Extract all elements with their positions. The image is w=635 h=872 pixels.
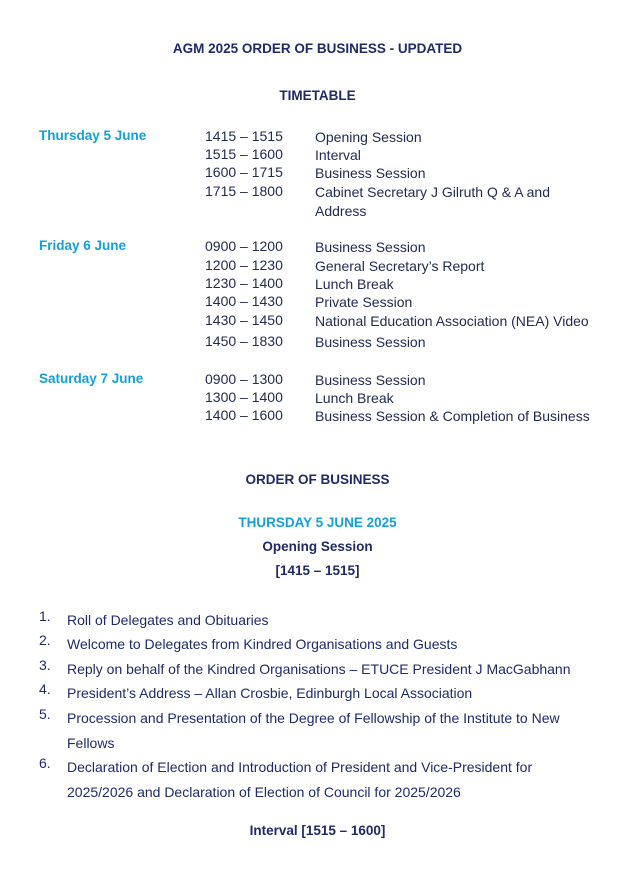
timetable-time: 1230 – 1400: [205, 275, 283, 291]
list-item-number: 3.: [39, 657, 51, 673]
interval-label: Interval [1515 – 1600]: [249, 823, 386, 838]
timetable-time: 1400 – 1600: [205, 407, 283, 423]
timetable-time: 0900 – 1300: [205, 371, 283, 387]
timetable-desc: Opening Session: [315, 129, 422, 145]
list-item-number: 1.: [39, 608, 51, 624]
list-item-text: Procession and Presentation of the Degree of Fellowship of the Institute to New Fellows: [67, 710, 560, 751]
timetable-day-thursday: Thursday 5 June: [39, 128, 147, 143]
list-item-text: Declaration of Election and Introduction of President and Vice-President for 2025/2026 and Declaration of Election of Council for 2025/2026: [67, 759, 533, 800]
list-item-number: 6.: [39, 755, 51, 771]
order-heading: ORDER OF BUSINESS: [245, 472, 390, 487]
timetable-time: 1300 – 1400: [205, 389, 283, 405]
timetable-desc: Private Session: [315, 294, 413, 310]
timetable-desc: Cabinet Secretary J Gilruth Q & A and Address: [315, 184, 551, 219]
list-item-text: Roll of Delegates and Obituaries: [67, 612, 269, 628]
timetable-time: 0900 – 1200: [205, 238, 283, 254]
timetable-time: 1715 – 1800: [205, 183, 283, 199]
timetable-desc: Business Session: [315, 334, 426, 350]
timetable-time: 1515 – 1600: [205, 146, 283, 162]
list-item-text: President’s Address – Allan Crosbie, Edinburgh Local Association: [67, 685, 473, 701]
document-title: AGM 2025 ORDER OF BUSINESS - UPDATED: [172, 41, 463, 56]
timetable-desc: National Education Association (NEA) Video: [315, 313, 589, 329]
timetable-desc: Business Session: [315, 165, 426, 181]
list-item-number: 2.: [39, 632, 51, 648]
order-session: Opening Session: [262, 539, 373, 554]
timetable-time: 1200 – 1230: [205, 257, 283, 273]
timetable-day-saturday: Saturday 7 June: [39, 371, 144, 386]
timetable-desc: Interval: [315, 147, 361, 163]
order-time: [1415 – 1515]: [275, 563, 360, 578]
timetable-desc: Lunch Break: [315, 390, 394, 406]
timetable-time: 1430 – 1450: [205, 312, 283, 328]
timetable-time: 1415 – 1515: [205, 128, 283, 144]
timetable-desc: Business Session: [315, 239, 426, 255]
list-item-text: Reply on behalf of the Kindred Organisations – ETUCE President J MacGabhann: [67, 661, 571, 677]
list-item-text: Welcome to Delegates from Kindred Organisations and Guests: [67, 636, 458, 652]
timetable-desc: Business Session & Completion of Business: [315, 408, 590, 424]
list-item-number: 5.: [39, 706, 51, 722]
timetable-desc: Lunch Break: [315, 276, 394, 292]
order-day: THURSDAY 5 JUNE 2025: [238, 515, 397, 530]
timetable-heading: TIMETABLE: [279, 88, 356, 103]
timetable-desc: Business Session: [315, 372, 426, 388]
timetable-day-friday: Friday 6 June: [39, 238, 127, 253]
timetable-time: 1400 – 1430: [205, 293, 283, 309]
timetable-desc: General Secretary’s Report: [315, 258, 485, 274]
timetable-time: 1600 – 1715: [205, 164, 283, 180]
list-item-number: 4.: [39, 681, 51, 697]
timetable-time: 1450 – 1830: [205, 333, 283, 349]
